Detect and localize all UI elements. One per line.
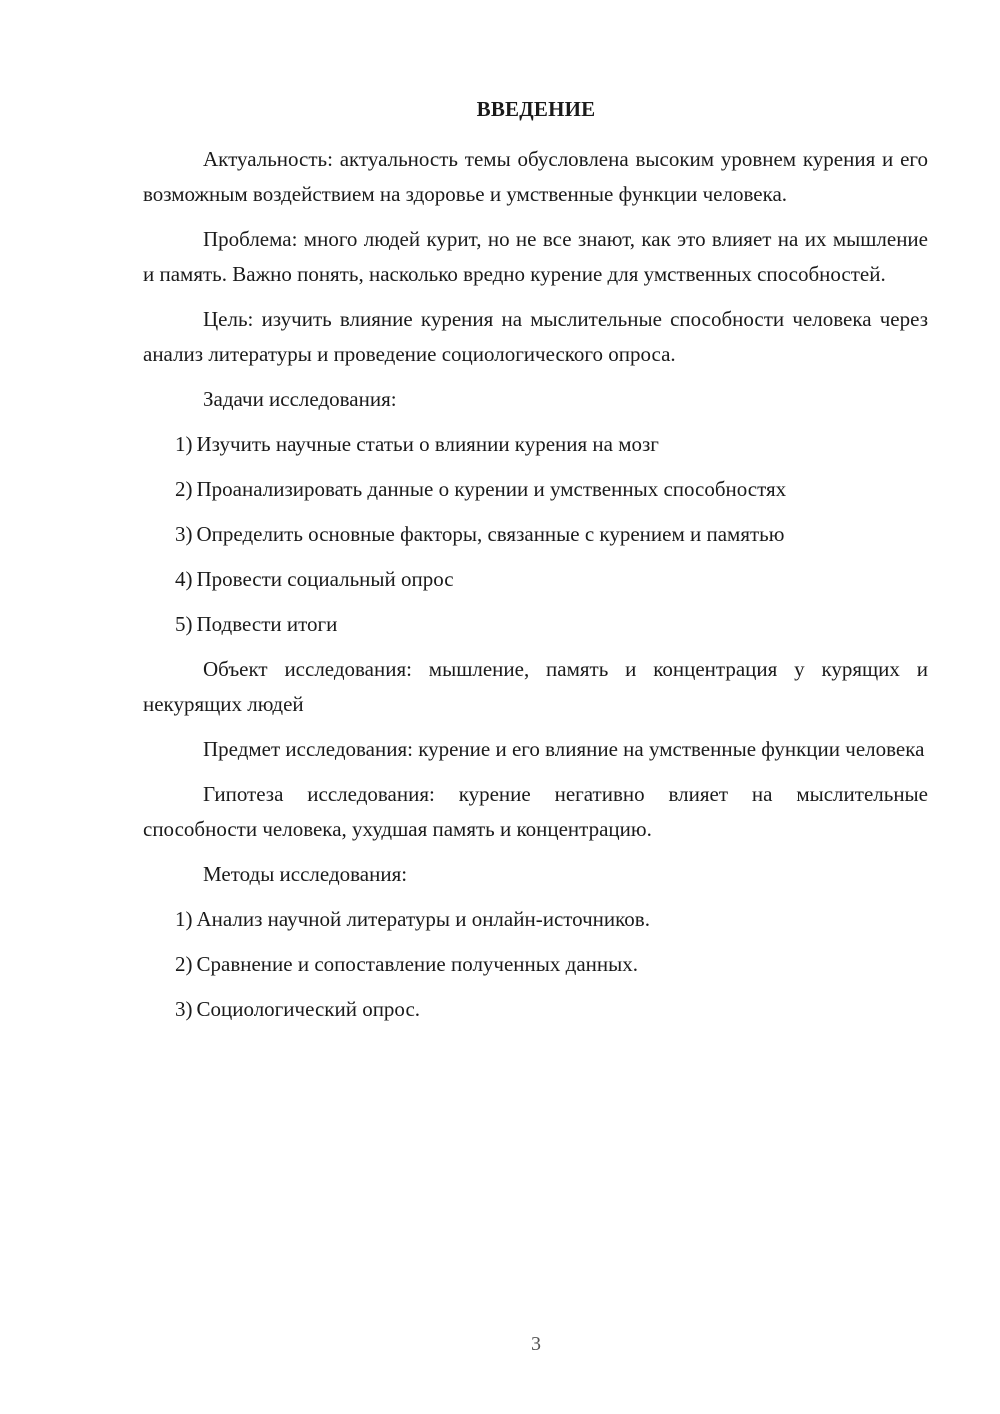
list-item [143, 427, 928, 462]
hypothesis-paragraph: Гипотеза исследования: курение негативно влияет на мыслительные способности человека, ухудшая память и концентрацию. [143, 782, 928, 841]
list-item-number: 2) [175, 477, 193, 501]
page-title: ВВЕДЕНИЕ [476, 97, 596, 121]
list-item-number: 3) [175, 522, 193, 546]
list-item [143, 517, 928, 552]
list-item-text: Изучить научные статьи о влиянии курения на мозг [196, 432, 659, 456]
list-item-number: 5) [175, 612, 193, 636]
methods-heading: Методы исследования: [203, 862, 408, 886]
tasks-heading: Задачи исследования: [203, 387, 397, 411]
list-item [143, 902, 928, 937]
list-item-text: Анализ научной литературы и онлайн-источников. [196, 907, 650, 931]
page-number: 3 [531, 1333, 541, 1355]
tasks-list [143, 427, 928, 642]
list-item [143, 992, 928, 1027]
methods-list [143, 902, 928, 1027]
list-item [143, 947, 928, 982]
goal-paragraph: Цель: изучить влияние курения на мыслительные способности человека через анализ литературы и проведение социологического опроса. [143, 307, 928, 366]
list-item [143, 472, 928, 507]
list-item-text: Подвести итоги [196, 612, 338, 636]
list-item-number: 2) [175, 952, 193, 976]
problem-paragraph: Проблема: много людей курит, но не все знают, как это влияет на их мышление и память. Важно понять, насколько вредно курение для умственных способностей. [143, 227, 928, 286]
list-item [143, 607, 928, 642]
list-item-text: Проанализировать данные о курении и умственных способностях [196, 477, 787, 501]
document-body [143, 142, 928, 1037]
subject-paragraph: Предмет исследования: курение и его влияние на умственные функции человека [203, 737, 925, 761]
object-paragraph: Объект исследования: мышление, память и концентрация у курящих и некурящих людей [143, 657, 928, 716]
list-item [143, 562, 928, 597]
list-item-text: Сравнение и сопоставление полученных данных. [196, 952, 638, 976]
list-item-number: 1) [175, 432, 193, 456]
list-item-text: Социологический опрос. [196, 997, 421, 1021]
list-item-number: 4) [175, 567, 193, 591]
relevance-paragraph: Актуальность: актуальность темы обусловлена высоким уровнем курения и его возможным воздействием на здоровье и умственные функции человека. [143, 147, 928, 206]
list-item-text: Провести социальный опрос [196, 567, 454, 591]
list-item-number: 3) [175, 997, 193, 1021]
list-item-number: 1) [175, 907, 193, 931]
list-item-text: Определить основные факторы, связанные с курением и памятью [196, 522, 785, 546]
